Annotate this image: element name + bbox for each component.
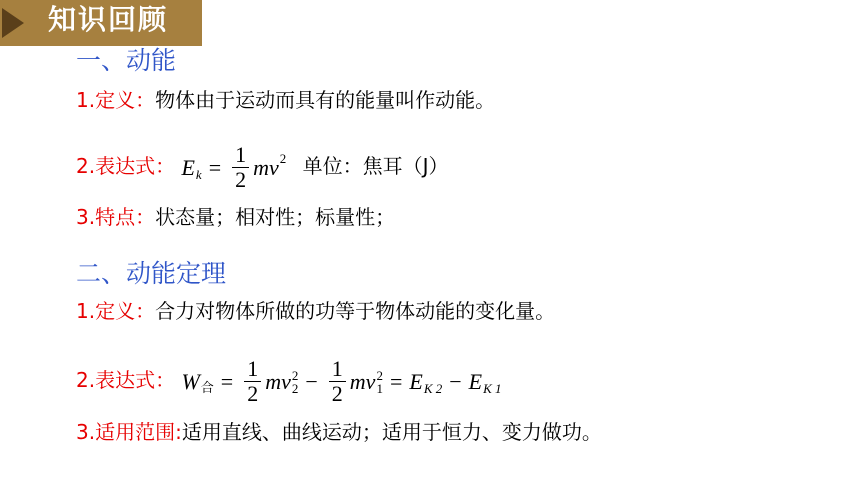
term1-sub: 2 [291,380,299,396]
section2-definition-label: 1.定义： [76,299,156,323]
fraction2-denominator: 2 [331,381,343,406]
section1-expression [76,143,449,192]
section1-definition [76,86,495,114]
section2-expression-label: 2.表达式： [76,368,176,392]
term1-supsub [292,369,299,395]
formula2-fraction2 [329,357,346,406]
formula2-equals2: = [389,368,403,394]
fraction-denominator: 2 [235,167,247,192]
formula2-equals: = [220,368,234,394]
term2-sup: 2 [376,367,383,383]
section2-scope-label: 3.适用范围: [76,420,182,444]
term2-sub: 1 [376,380,383,396]
fraction2-numerator: 1 [329,357,346,382]
kinetic-energy-formula [181,143,286,192]
section2-definition [76,297,555,325]
work-energy-formula [181,357,501,406]
section1-expression-label: 2.表达式： [76,154,176,178]
term2-supsub [376,369,383,395]
section1-features-label: 3.特点： [76,205,156,229]
formula2-term2: mv [349,368,376,394]
formula-fraction [232,143,249,192]
section1-heading: 一、动能 [76,46,177,75]
formula2-e2: E [468,368,483,394]
section2-scope [76,418,602,446]
section1-features [76,203,395,231]
section2-expression [76,357,502,406]
fraction1-numerator: 1 [244,357,261,382]
formula-lhs: E [181,154,195,180]
section2-scope-text: 适用直线、曲线运动；适用于恒力、变力做功。 [181,420,602,444]
formula-body: mv [253,154,279,180]
section2-heading: 二、动能定理 [76,259,227,288]
formula2-e2-sub: K 1 [483,380,502,396]
fraction1-denominator: 2 [247,381,259,406]
formula2-lhs: W [181,368,200,394]
formula2-term1: mv [265,368,291,394]
formula-lhs-sub: k [195,166,202,182]
formula2-fraction1 [244,357,261,406]
section1-definition-label: 1.定义： [76,88,156,112]
formula2-e1: E [409,368,423,394]
formula2-minus: − [305,368,318,394]
header-banner [0,0,202,46]
formula-equals: = [208,154,222,180]
section1-definition-text: 物体由于运动而具有的能量叫作动能。 [155,88,496,112]
formula-body-sup: 2 [279,150,287,166]
term1-sup: 2 [291,367,299,383]
formula2-minus2: − [449,368,462,394]
section2-definition-text: 合力对物体所做的功等于物体动能的变化量。 [155,299,556,323]
unit-text: 单位：焦耳（J） [302,154,449,178]
formula2-lhs-sub: 合 [200,380,214,396]
header-title: 知识回顾 [48,3,169,36]
formula2-e1-sub: K 2 [423,380,443,396]
section1-features-text: 状态量；相对性；标量性； [155,205,396,229]
play-triangle-icon [2,8,24,38]
fraction-numerator: 1 [232,143,249,168]
